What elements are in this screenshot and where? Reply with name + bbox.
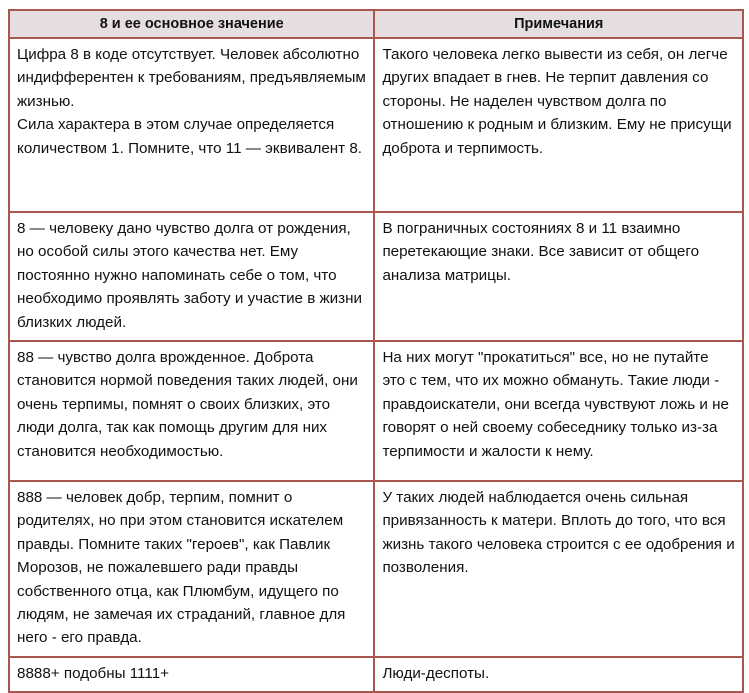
table-header-row (9, 10, 743, 38)
cell-meaning: 8888+ подобны 1111+ (9, 657, 374, 692)
table-row (9, 657, 743, 692)
table-row (9, 341, 743, 481)
cell-meaning: 8 — человеку дано чувство долга от рождения, но особой силы этого качества нет. Ему постоянно нужно напоминать себе о том, что необходимо проявлять заботу и участие в жизни близких людей. (9, 212, 374, 341)
header-notes: Примечания (374, 10, 743, 38)
cell-note: В пограничных состояниях 8 и 11 взаимно перетекающие знаки. Все зависит от общего анализа матрицы. (374, 212, 743, 341)
numerology-table (8, 9, 744, 693)
cell-meaning: 888 — человек добр, терпим, помнит о родителях, но при этом становится искателем правды. Помните таких "героев", как Павлик Морозов, не пожалевшего ради правды собственного отца, как Плюмбум, идущего по людям, не замечая их страданий, главное для него - его правда. (9, 481, 374, 657)
cell-note: У таких людей наблюдается очень сильная привязанность к матери. Вплоть до того, что вся жизнь такого человека строится с ее одобрения и позволения. (374, 481, 743, 657)
table-row (9, 481, 743, 657)
cell-note: Люди-деспоты. (374, 657, 743, 692)
table-row (9, 38, 743, 212)
table-row (9, 212, 743, 341)
cell-note: Такого человека легко вывести из себя, он легче других впадает в гнев. Не терпит давления со стороны. Не наделен чувством долга по отношению к родным и близким. Ему не присущи доброта и терпимость. (374, 38, 743, 212)
cell-meaning: Цифра 8 в коде отсутствует. Человек абсолютно индифферентен к требованиям, предъявляемым жизнью. Сила характера в этом случае определяется количеством 1. Помните, что 11 — эквивалент 8. (9, 38, 374, 212)
cell-meaning: 88 — чувство долга врожденное. Доброта становится нормой поведения таких людей, они очень терпимы, помнят о своих близких, это люди долга, так как помощь другим для них становится необходимостью. (9, 341, 374, 481)
cell-note: На них могут "прокатиться" все, но не путайте это с тем, что их можно обмануть. Такие люди - правдоискатели, они всегда чувствуют ложь и не говорят о ней своему собеседнику только из-за терпимости и жалости к нему. (374, 341, 743, 481)
header-meaning: 8 и ее основное значение (9, 10, 374, 38)
